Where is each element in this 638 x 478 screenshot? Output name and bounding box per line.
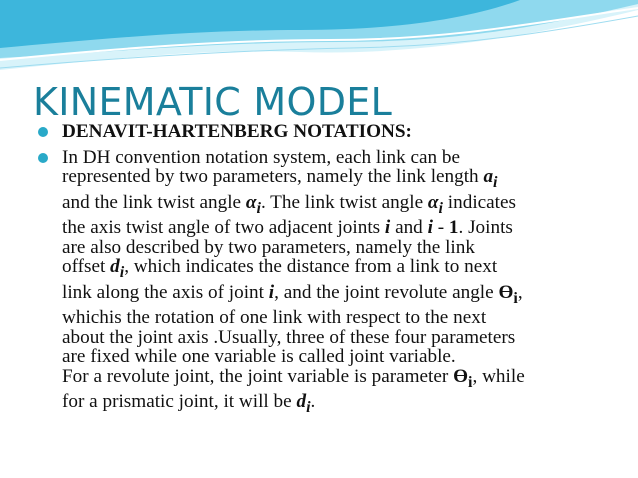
paragraph-line: and the link twist angle $\alpha_i$. The link twist angle $\alpha_i$ indicates (62, 191, 516, 217)
bullet-heading: DENAVIT-HARTENBERG NOTATIONS: (62, 121, 412, 142)
paragraph-line: are also described by two parameters, namely the link (62, 236, 475, 258)
paragraph-line: for a prismatic joint, it will be $d_i$. (62, 391, 316, 417)
bullet-dot-icon (38, 127, 48, 137)
bullet-dh-description (38, 148, 618, 418)
paragraph-line: offset $d_i$, which indicates the distance from a link to next (62, 256, 498, 282)
paragraph-line: are fixed while one variable is called joint variable. (62, 346, 456, 368)
slide-title: KINEMATIC MODEL (33, 80, 393, 124)
paragraph-line: the axis twist angle of two adjacent joints i and i - 1. Joints (62, 217, 513, 239)
paragraph-line: link along the axis of joint i, and the joint revolute angle $ϴ_i$, (62, 281, 523, 307)
bullet-dot-icon (38, 153, 48, 163)
paragraph-line: For a revolute joint, the joint variable is parameter $ϴ_i$, while (62, 365, 525, 391)
paragraph-line: In DH convention notation system, each link can be (62, 146, 461, 168)
paragraph-line: whichis the rotation of one link with respect to the next (62, 307, 487, 329)
bullet-dh-notations (38, 122, 618, 142)
paragraph-line: represented by two parameters, namely the link length $a_i$ (62, 166, 498, 192)
decorative-wave-header (0, 0, 638, 80)
bullet-list (38, 122, 618, 418)
paragraph-line: about the joint axis .Usually, three of these four parameters (62, 326, 516, 348)
